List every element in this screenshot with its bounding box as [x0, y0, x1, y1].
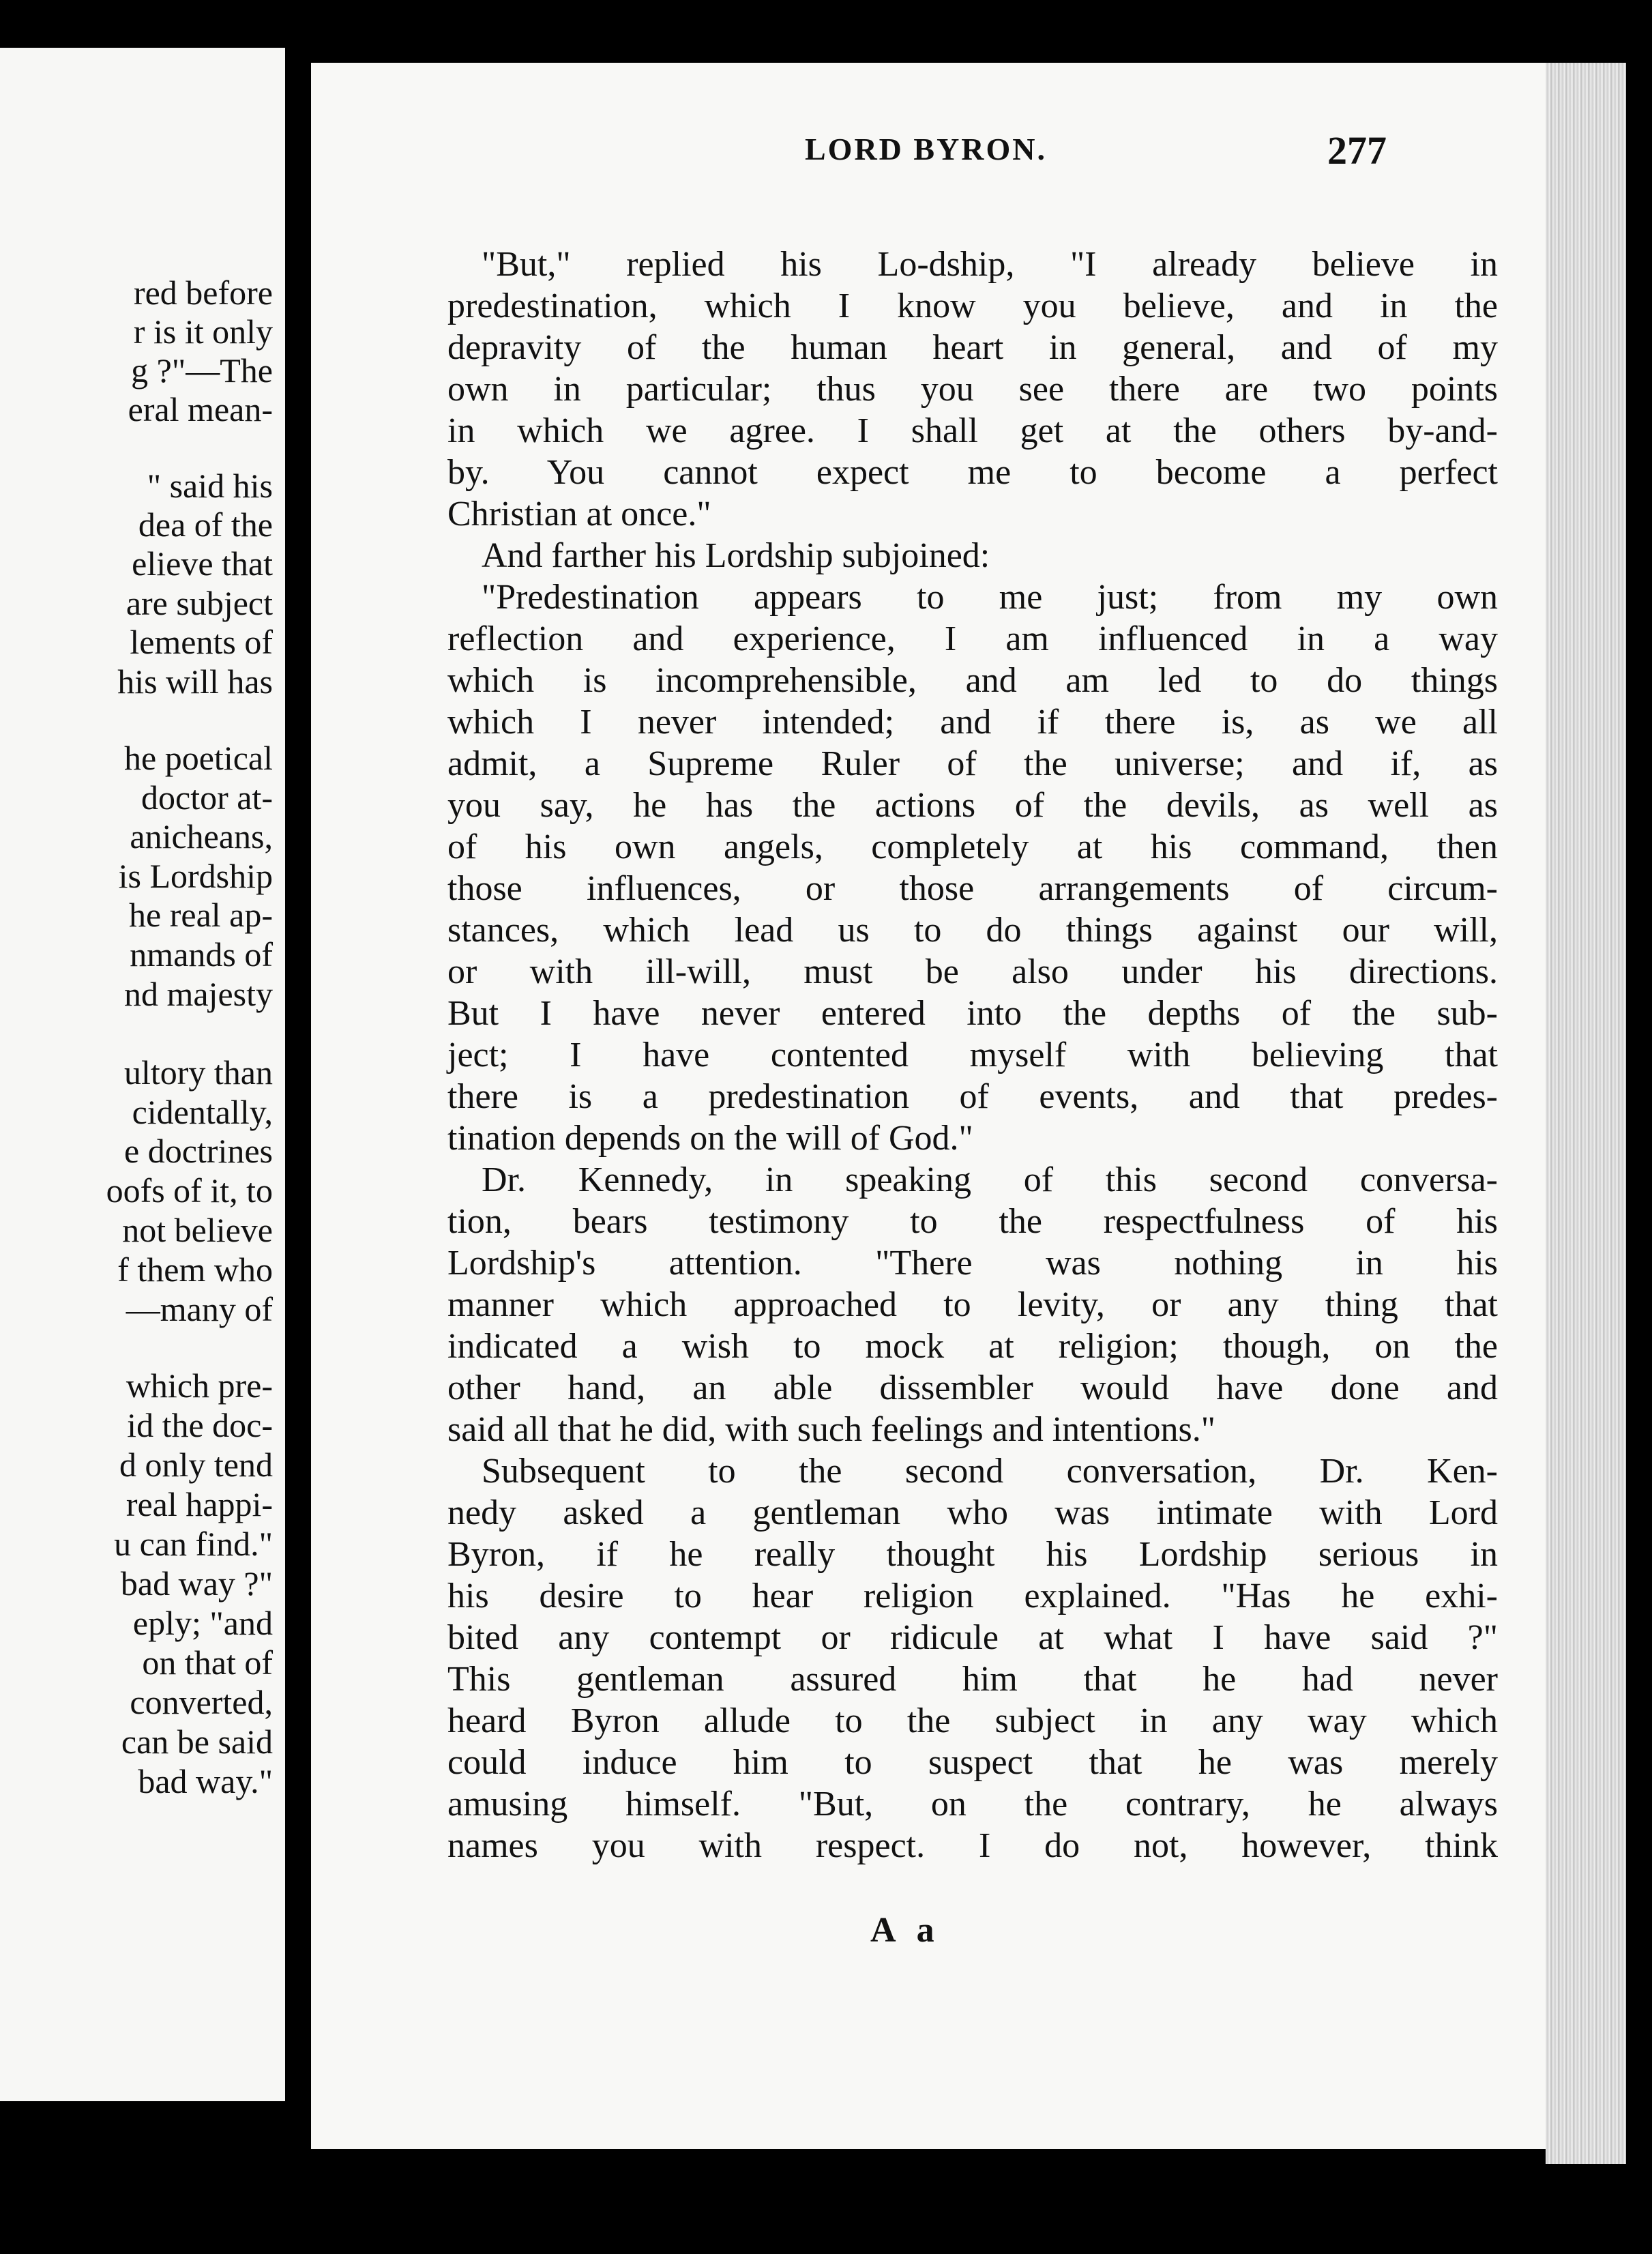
text-line: "But," replied his Lo-dship, "I already believe in [482, 245, 1498, 284]
page-header [311, 63, 1546, 173]
facing-page-line: cidentally, [132, 1093, 273, 1131]
text-line: But I have never entered into the depths of the sub- [447, 994, 1498, 1033]
text-line: in which we agree. I shall get at the others by-and- [447, 411, 1498, 450]
text-line: predestination, which I know you believe, and in the [447, 287, 1498, 325]
facing-page-line: he poetical [124, 739, 273, 777]
text-line: Dr. Kennedy, in speaking of this second conversa- [482, 1160, 1498, 1199]
text-line: or with ill-will, must be also under his directions. [447, 952, 1498, 991]
book-gutter [285, 0, 311, 2254]
facing-page-line: ultory than [123, 1053, 273, 1092]
facing-page-line: r is it only [133, 312, 273, 351]
text-line: nedy asked a gentleman who was intimate with Lord [447, 1493, 1498, 1532]
facing-page-line: are subject [126, 584, 273, 622]
facing-page-line: id the doc- [127, 1406, 273, 1444]
facing-page-line: nmands of [130, 935, 273, 974]
text-line: other hand, an able dissembler would have done and [447, 1368, 1498, 1407]
text-line: Christian at once." [447, 495, 711, 533]
facing-page-line: oofs of it, to [106, 1171, 273, 1210]
text-line: said all that he did, with such feelings and intentions." [447, 1410, 1216, 1449]
facing-page-line: nd majesty [123, 975, 273, 1013]
facing-page-line: bad way." [138, 1762, 273, 1800]
text-line: "Predestination appears to me just; from my own [482, 578, 1498, 617]
text-line: indicated a wish to mock at religion; though, on the [447, 1327, 1498, 1366]
facing-page-line: doctor at- [141, 778, 273, 817]
facing-page-line: is Lordship [118, 857, 273, 895]
running-head: LORD BYRON. [805, 132, 1048, 166]
text-line: And farther his Lordship subjoined: [482, 536, 990, 575]
text-line: which I never intended; and if there is, as we all [447, 703, 1498, 742]
book-page [311, 63, 1546, 2149]
facing-page-line: not believe [122, 1211, 273, 1249]
facing-page-line: lements of [130, 623, 273, 661]
facing-page-line: eply; "and [132, 1604, 273, 1642]
facing-page-line: his will has [117, 662, 273, 701]
text-line: there is a predestination of events, and that predes- [447, 1077, 1498, 1116]
text-line: reflection and experience, I am influenced in a way [447, 619, 1498, 658]
text-line: admit, a Supreme Ruler of the universe; and if, as [447, 744, 1498, 783]
facing-page-line: —many of [126, 1290, 273, 1328]
facing-page-line: elieve that [132, 544, 273, 583]
facing-page-line: on that of [142, 1643, 273, 1682]
text-line: depravity of the human heart in general, and of my [447, 328, 1498, 367]
text-line: Subsequent to the second conversation, Dr. Ken- [482, 1452, 1498, 1491]
facing-page-line: bad way ?" [120, 1564, 273, 1602]
facing-page-line: g ?"—The [131, 351, 273, 390]
facing-page-line: real happi- [126, 1485, 273, 1523]
text-line: by. You cannot expect me to become a perfect [447, 453, 1498, 492]
facing-page-line: e doctrines [124, 1132, 273, 1170]
text-line: could induce him to suspect that he was merely [447, 1743, 1498, 1782]
text-line: tion, bears testimony to the respectfulness of his [447, 1202, 1498, 1241]
facing-page-line: eral mean- [128, 390, 273, 428]
text-line: those influences, or those arrangements of circum- [447, 869, 1498, 908]
text-line: tination depends on the will of God." [447, 1119, 973, 1158]
facing-page-line: f them who [117, 1250, 273, 1289]
body-text [447, 244, 1498, 1867]
facing-page-line: he real ap- [129, 896, 273, 934]
facing-page-line: can be said [121, 1723, 273, 1761]
text-line: bited any contempt or ridicule at what I have said ?" [447, 1618, 1498, 1657]
text-line: amusing himself. "But, on the contrary, he always [447, 1785, 1498, 1824]
text-line: own in particular; thus you see there are two points [447, 370, 1498, 409]
facing-page-line: converted, [130, 1683, 273, 1721]
facing-page-line: d only tend [119, 1446, 273, 1484]
text-line: Byron, if he really thought his Lordship serious in [447, 1535, 1498, 1574]
text-line: manner which approached to levity, or any thing that [447, 1285, 1498, 1324]
signature-mark: A a [870, 1911, 941, 1950]
page-number: 277 [1327, 128, 1387, 173]
facing-page-line: red before [133, 274, 273, 312]
text-line: his desire to hear religion explained. "Has he exhi- [447, 1577, 1498, 1615]
facing-page-line: dea of the [138, 506, 273, 544]
text-line: ject; I have contented myself with believing that [447, 1036, 1498, 1074]
facing-page-line: " said his [147, 467, 273, 505]
page-fore-edge [1546, 63, 1626, 2164]
text-line: you say, he has the actions of the devils, as well as [447, 786, 1498, 825]
text-line: stances, which lead us to do things against our will, [447, 911, 1498, 950]
text-line: names you with respect. I do not, however, think [447, 1826, 1498, 1865]
text-line: which is incomprehensible, and am led to do things [447, 661, 1498, 700]
facing-page-line: u can find." [114, 1525, 273, 1563]
text-line: of his own angels, completely at his command, then [447, 828, 1498, 866]
text-line: Lordship's attention. "There was nothing in his [447, 1244, 1498, 1283]
facing-page [0, 48, 285, 2101]
text-line: This gentleman assured him that he had never [447, 1660, 1498, 1699]
facing-page-line: which pre- [126, 1366, 273, 1405]
text-line: heard Byron allude to the subject in any way which [447, 1701, 1498, 1740]
facing-page-line: anicheans, [130, 817, 273, 855]
